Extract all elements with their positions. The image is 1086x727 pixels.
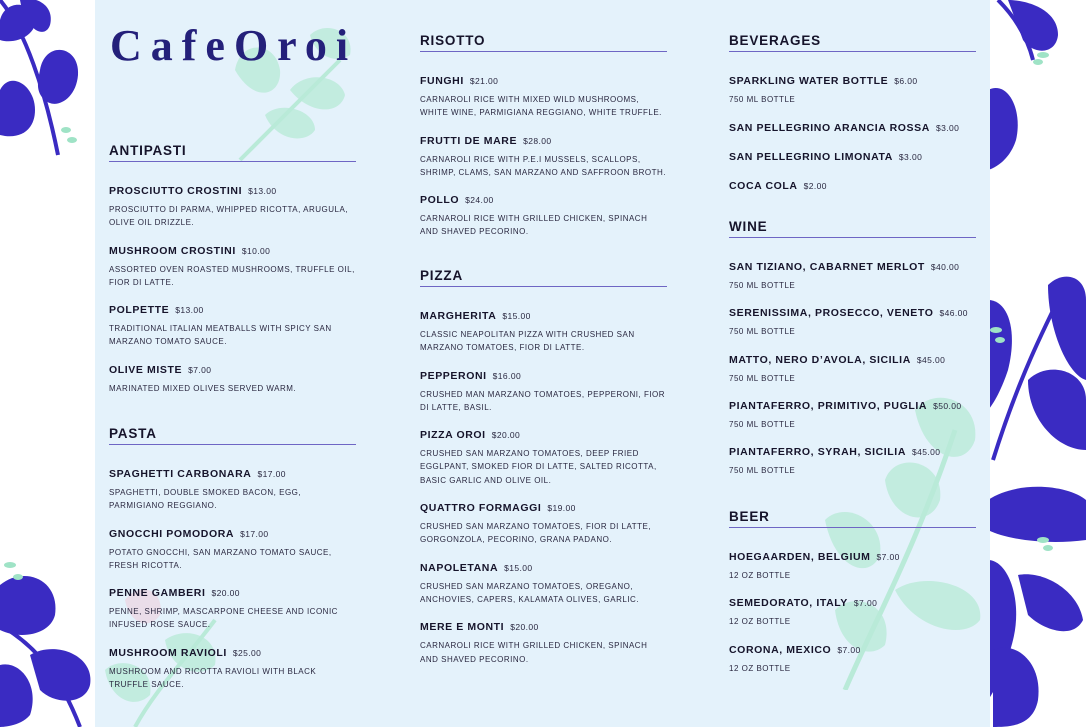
item-price: $40.00 <box>930 262 960 272</box>
item-name: SAN TIZIANO, CABARNET MERLOT <box>729 261 925 273</box>
item-description: 750 ML BOTTLE <box>729 419 796 429</box>
item-price: $19.00 <box>547 503 576 514</box>
menu-item <box>420 500 667 547</box>
item-description: 750 ML BOTTLE <box>729 95 796 104</box>
menu-item <box>420 308 667 355</box>
risotto-section <box>420 33 667 239</box>
item-price: $10.00 <box>241 245 271 256</box>
right-leaves-decoration <box>988 0 1086 727</box>
pizza-section <box>420 268 667 666</box>
left-top-leaves-decoration <box>0 0 100 170</box>
menu-item <box>420 560 667 607</box>
item-price: $15.00 <box>502 311 531 321</box>
item-name: POLLO <box>420 194 460 207</box>
item-price: $3.00 <box>935 123 960 134</box>
menu-paper <box>95 0 990 727</box>
menu-item <box>729 398 976 431</box>
menu-item <box>109 645 356 692</box>
item-description: 12 OZ BOTTLE <box>729 571 791 580</box>
item-price: $28.00 <box>523 135 552 146</box>
item-price: $7.00 <box>876 552 900 562</box>
section-title: PIZZA <box>420 268 667 287</box>
menu-item <box>420 133 667 180</box>
antipasti-section <box>109 143 356 395</box>
menu-item <box>729 549 976 582</box>
item-price: $15.00 <box>504 562 533 573</box>
item-price: $7.00 <box>853 598 878 609</box>
menu-item <box>729 352 976 385</box>
item-name: COCA COLA <box>729 180 798 193</box>
item-price: $20.00 <box>491 430 521 441</box>
item-price: $7.00 <box>837 644 861 655</box>
section-title: RISOTTO <box>420 33 667 52</box>
brand-logo: CafeOroi <box>110 21 358 70</box>
item-name: FUNGHI <box>420 75 464 87</box>
left-bottom-leaves-decoration <box>0 545 100 727</box>
menu-item <box>420 619 667 666</box>
menu-item <box>729 444 976 477</box>
menu-item <box>729 120 976 135</box>
item-name: SAN PELLEGRINO LIMONATA <box>729 151 893 164</box>
item-name: QUATTRO FORMAGGI <box>420 502 542 515</box>
menu-item <box>109 302 356 349</box>
item-description: CARNAROLI RICE WITH GRILLED CHICKEN, SPINACH AND SHAVED PECORINO. <box>420 214 648 237</box>
menu-item <box>109 243 356 290</box>
item-price: $16.00 <box>492 370 522 381</box>
item-description: 12 OZ BOTTLE <box>729 617 791 627</box>
item-description: CLASSIC NEAPOLITAN PIZZA WITH CRUSHED SAN MARZANO TOMATOES, FIOR DI LATTE. <box>420 330 635 353</box>
item-description: 750 ML BOTTLE <box>729 466 796 476</box>
item-name: POLPETTE <box>109 304 170 317</box>
item-price: $3.00 <box>898 152 923 163</box>
beverages-section <box>729 33 976 193</box>
item-description: CRUSHED SAN MARZANO TOMATOES, DEEP FRIED EGGLPANT, SMOKED FIOR DI LATTE, SALTED RICOTTA, BASIC GARLIC AND OLIVE OIL. <box>420 449 657 485</box>
item-name: HOEGAARDEN, BELGIUM <box>729 551 871 563</box>
item-description: CARNAROLI RICE WITH P.E.I MUSSELS, SCALLOPS, SHRIMP, CLAMS, SAN MARZANO AND SAFFROON BROTH. <box>420 154 666 177</box>
menu-item <box>729 305 976 338</box>
menu-item <box>109 585 356 632</box>
item-price: $6.00 <box>894 76 918 86</box>
item-price: $25.00 <box>232 647 262 658</box>
section-title: ANTIPASTI <box>109 143 356 162</box>
item-description: PROSCIUTTO DI PARMA, WHIPPED RICOTTA, ARUGULA, OLIVE OIL DRIZZLE. <box>109 205 349 228</box>
item-price: $45.00 <box>912 447 941 458</box>
menu-item <box>729 259 976 292</box>
item-description: 750 ML BOTTLE <box>729 281 796 290</box>
menu-item <box>109 526 356 573</box>
item-price: $13.00 <box>248 186 277 196</box>
item-description: SPAGHETTI, DOUBLE SMOKED BACON, EGG, PARMIGIANO REGGIANO. <box>109 488 302 511</box>
item-name: FRUTTI DE MARE <box>420 134 518 147</box>
item-name: GNOCCHI POMODORA <box>109 527 235 540</box>
item-name: PIANTAFERRO, PRIMITIVO, PUGLIA <box>729 399 928 412</box>
item-description: MUSHROOM AND RICOTTA RAVIOLI WITH BLACK TRUFFLE SAUCE. <box>109 666 317 690</box>
menu-item <box>729 595 976 628</box>
item-name: MARGHERITA <box>420 310 497 322</box>
menu-item <box>420 192 667 239</box>
item-price: $20.00 <box>510 622 539 633</box>
item-description: 750 ML BOTTLE <box>729 327 796 337</box>
item-name: MATTO, NERO D’AVOLA, SICILIA <box>729 353 911 366</box>
item-name: PEPPERONI <box>420 369 487 382</box>
item-name: CORONA, MEXICO <box>729 643 832 656</box>
item-price: $24.00 <box>465 195 494 206</box>
menu-item <box>420 73 667 120</box>
menu-item <box>729 73 976 106</box>
item-name: SPAGHETTI CARBONARA <box>109 468 252 480</box>
menu-item <box>420 368 667 415</box>
item-name: PROSCIUTTO CROSTINI <box>109 185 243 197</box>
menu-item <box>420 427 667 487</box>
menu-item <box>729 149 976 164</box>
item-name: MUSHROOM RAVIOLI <box>109 646 227 659</box>
item-description: CRUSHED SAN MARZANO TOMATOES, OREGANO, ANCHOVIES, CAPERS, KALAMATA OLIVES, GARLIC. <box>420 581 640 604</box>
pasta-section <box>109 426 356 691</box>
item-name: MERE E MONTI <box>420 621 505 634</box>
item-description: 750 ML BOTTLE <box>729 373 796 383</box>
item-name: PIZZA OROI <box>420 429 486 442</box>
menu-item <box>729 642 976 675</box>
item-price: $17.00 <box>240 528 269 539</box>
item-name: PIANTAFERRO, SYRAH, SICILIA <box>729 446 907 459</box>
beer-section <box>729 509 976 675</box>
menu-item <box>109 362 356 395</box>
item-description: CARNAROLI RICE WITH MIXED WILD MUSHROOMS, WHITE WINE, PARMIGIANA REGGIANO, WHITE TRUFFLE. <box>420 95 662 118</box>
item-name: NAPOLETANA <box>420 561 499 574</box>
section-title: PASTA <box>109 426 356 445</box>
item-name: OLIVE MISTE <box>109 363 183 376</box>
item-price: $2.00 <box>803 181 827 192</box>
menu-item <box>729 178 976 193</box>
item-description: MARINATED MIXED OLIVES SERVED WARM. <box>109 383 297 393</box>
menu-item <box>109 466 356 513</box>
item-name: SAN PELLEGRINO ARANCIA ROSSA <box>729 122 930 135</box>
item-price: $50.00 <box>933 400 962 411</box>
item-price: $7.00 <box>188 364 212 375</box>
item-name: SPARKLING WATER BOTTLE <box>729 75 889 87</box>
item-name: PENNE GAMBERI <box>109 587 206 600</box>
item-price: $21.00 <box>469 76 499 86</box>
item-price: $46.00 <box>939 308 968 319</box>
item-name: SEMEDORATO, ITALY <box>729 597 848 610</box>
item-description: CRUSHED SAN MARZANO TOMATOES, FIOR DI LATTE, GORGONZOLA, PECORINO, GRANA PADANO. <box>420 522 652 545</box>
item-name: SERENISSIMA, PROSECCO, VENETO <box>729 307 934 320</box>
section-title: WINE <box>729 219 976 238</box>
item-name: MUSHROOM CROSTINI <box>109 244 236 257</box>
item-price: $20.00 <box>211 588 240 599</box>
item-description: PENNE, SHRIMP, MASCARPONE CHEESE AND ICONIC INFUSED ROSE SAUCE. <box>109 607 338 630</box>
item-price: $45.00 <box>916 354 946 365</box>
item-price: $17.00 <box>257 469 286 479</box>
item-price: $13.00 <box>175 305 204 316</box>
item-description: POTATO GNOCCHI, SAN MARZANO TOMATO SAUCE, FRESH RICOTTA. <box>109 547 332 570</box>
item-description: 12 OZ BOTTLE <box>729 663 791 673</box>
section-title: BEER <box>729 509 976 528</box>
item-description: ASSORTED OVEN ROASTED MUSHROOMS, TRUFFLE OIL, FIOR DI LATTE. <box>109 264 355 287</box>
wine-section <box>729 219 976 477</box>
item-description: TRADITIONAL ITALIAN MEATBALLS WITH SPICY SAN MARZANO TOMATO SAUCE. <box>109 324 332 347</box>
menu-item <box>109 183 356 230</box>
item-description: CRUSHED MAN MARZANO TOMATOES, PEPPERONI, FIOR DI LATTE, BASIL. <box>420 389 666 412</box>
item-description: CARNAROLI RICE WITH GRILLED CHICKEN, SPINACH AND SHAVED PECORINO. <box>420 641 648 664</box>
section-title: BEVERAGES <box>729 33 976 52</box>
